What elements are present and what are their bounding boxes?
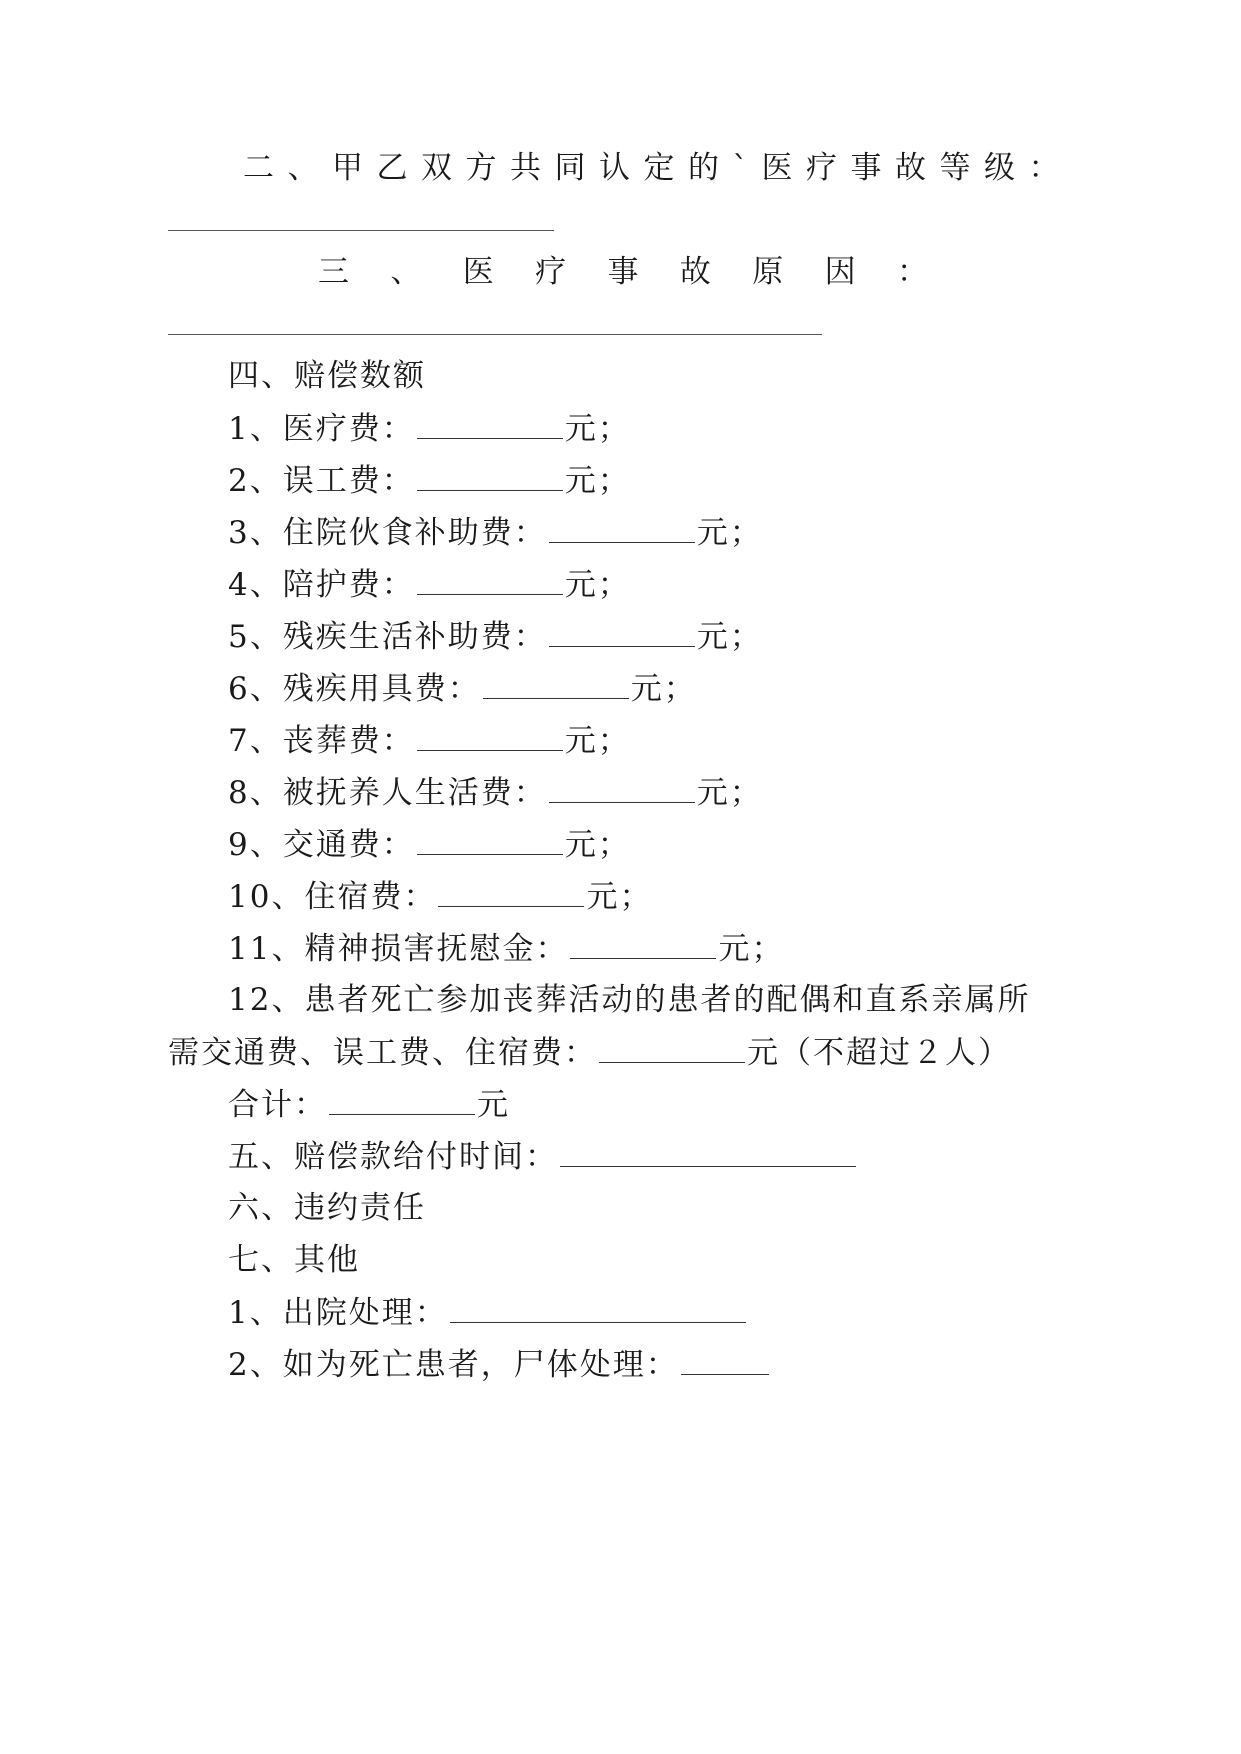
section-3-char: ： xyxy=(897,254,928,290)
item-label: 4、陪护费： xyxy=(228,567,415,603)
section-3-char: 医 xyxy=(462,254,494,290)
other-item xyxy=(228,1292,748,1333)
amount-blank[interactable] xyxy=(549,616,695,647)
body-handling-blank[interactable] xyxy=(681,1344,769,1375)
item-unit: 元； xyxy=(696,775,763,811)
amount-blank[interactable] xyxy=(549,512,695,543)
total-line xyxy=(228,1084,510,1125)
amount-blank[interactable] xyxy=(417,408,563,439)
compensation-item xyxy=(228,668,697,709)
item-unit: 元； xyxy=(630,671,697,707)
item-unit: 元（不超过２人） xyxy=(747,1035,1011,1071)
item-unit: 元； xyxy=(564,827,631,863)
total-blank[interactable] xyxy=(329,1084,475,1115)
item-label: 2、如为死亡患者，尸体处理： xyxy=(228,1347,679,1383)
amount-blank[interactable] xyxy=(417,564,563,595)
amount-blank[interactable] xyxy=(483,668,629,699)
section-4-title: 四、赔偿数额 xyxy=(228,358,426,394)
compensation-item xyxy=(228,772,763,813)
item-label: 3、住院伙食补助费： xyxy=(228,515,547,551)
section-6-title: 六、违约责任 xyxy=(228,1190,426,1226)
item-label: 5、残疾生活补助费： xyxy=(228,619,547,655)
item-label: 11、精神损害抚慰金： xyxy=(228,931,569,967)
amount-blank[interactable] xyxy=(417,824,563,855)
section-3-char: 因 xyxy=(824,254,856,290)
section-3-char: 原 xyxy=(752,254,784,290)
other-item xyxy=(228,1344,771,1385)
section-5-label: 五、赔偿款给付时间： xyxy=(228,1139,558,1175)
section-3-char: 、 xyxy=(390,254,422,290)
discharge-blank[interactable] xyxy=(450,1292,746,1323)
compensation-item xyxy=(228,512,763,553)
item-unit: 元； xyxy=(696,619,763,655)
compensation-item xyxy=(228,460,631,501)
compensation-item xyxy=(228,408,631,449)
compensation-item xyxy=(228,876,652,917)
section-3-char: 事 xyxy=(607,254,639,290)
item-label: 2、误工费： xyxy=(228,463,415,499)
item-label: 10、住宿费： xyxy=(228,879,437,915)
compensation-item xyxy=(228,824,631,865)
section-5-line xyxy=(228,1136,858,1177)
item-label: 6、残疾用具费： xyxy=(228,671,481,707)
payment-time-blank[interactable] xyxy=(560,1136,856,1167)
amount-blank[interactable] xyxy=(417,460,563,491)
compensation-item-12-line1: 12、患者死亡参加丧葬活动的患者的配偶和直系亲属所 xyxy=(228,982,1031,1018)
item-label: 需交通费、误工费、住宿费： xyxy=(168,1035,597,1071)
total-label: 合计： xyxy=(228,1087,327,1123)
amount-blank[interactable] xyxy=(417,720,563,751)
item-unit: 元； xyxy=(696,515,763,551)
section-3-blank[interactable] xyxy=(168,334,822,335)
item-label: 1、医疗费： xyxy=(228,411,415,447)
item-label: 9、交通费： xyxy=(228,827,415,863)
compensation-item xyxy=(228,928,784,969)
section-7-title: 七、其他 xyxy=(228,1242,360,1278)
item-unit: 元； xyxy=(586,879,653,915)
amount-blank[interactable] xyxy=(438,876,584,907)
compensation-item xyxy=(228,720,631,761)
section-3-char: 疗 xyxy=(535,254,567,290)
section-3-char: 故 xyxy=(679,254,711,290)
amount-blank[interactable] xyxy=(599,1032,745,1063)
amount-blank[interactable] xyxy=(570,928,716,959)
amount-blank[interactable] xyxy=(549,772,695,803)
compensation-item-12-line2 xyxy=(168,1032,1011,1073)
compensation-item xyxy=(228,616,763,657)
item-unit: 元； xyxy=(564,567,631,603)
item-label: 7、丧葬费： xyxy=(228,723,415,759)
compensation-item xyxy=(228,564,631,605)
total-unit: 元 xyxy=(477,1087,510,1123)
item-unit: 元； xyxy=(564,411,631,447)
item-unit: 元； xyxy=(718,931,785,967)
item-label: 8、被抚养人生活费： xyxy=(228,775,547,811)
section-3-heading xyxy=(318,252,928,292)
section-2-blank[interactable] xyxy=(168,230,554,231)
item-unit: 元； xyxy=(564,463,631,499)
section-2-heading: 二、甲乙双方共同认定的`医疗事故等级： xyxy=(243,150,1073,186)
item-unit: 元； xyxy=(564,723,631,759)
section-3-char: 三 xyxy=(318,254,349,290)
item-label: 1、出院处理： xyxy=(228,1295,448,1331)
